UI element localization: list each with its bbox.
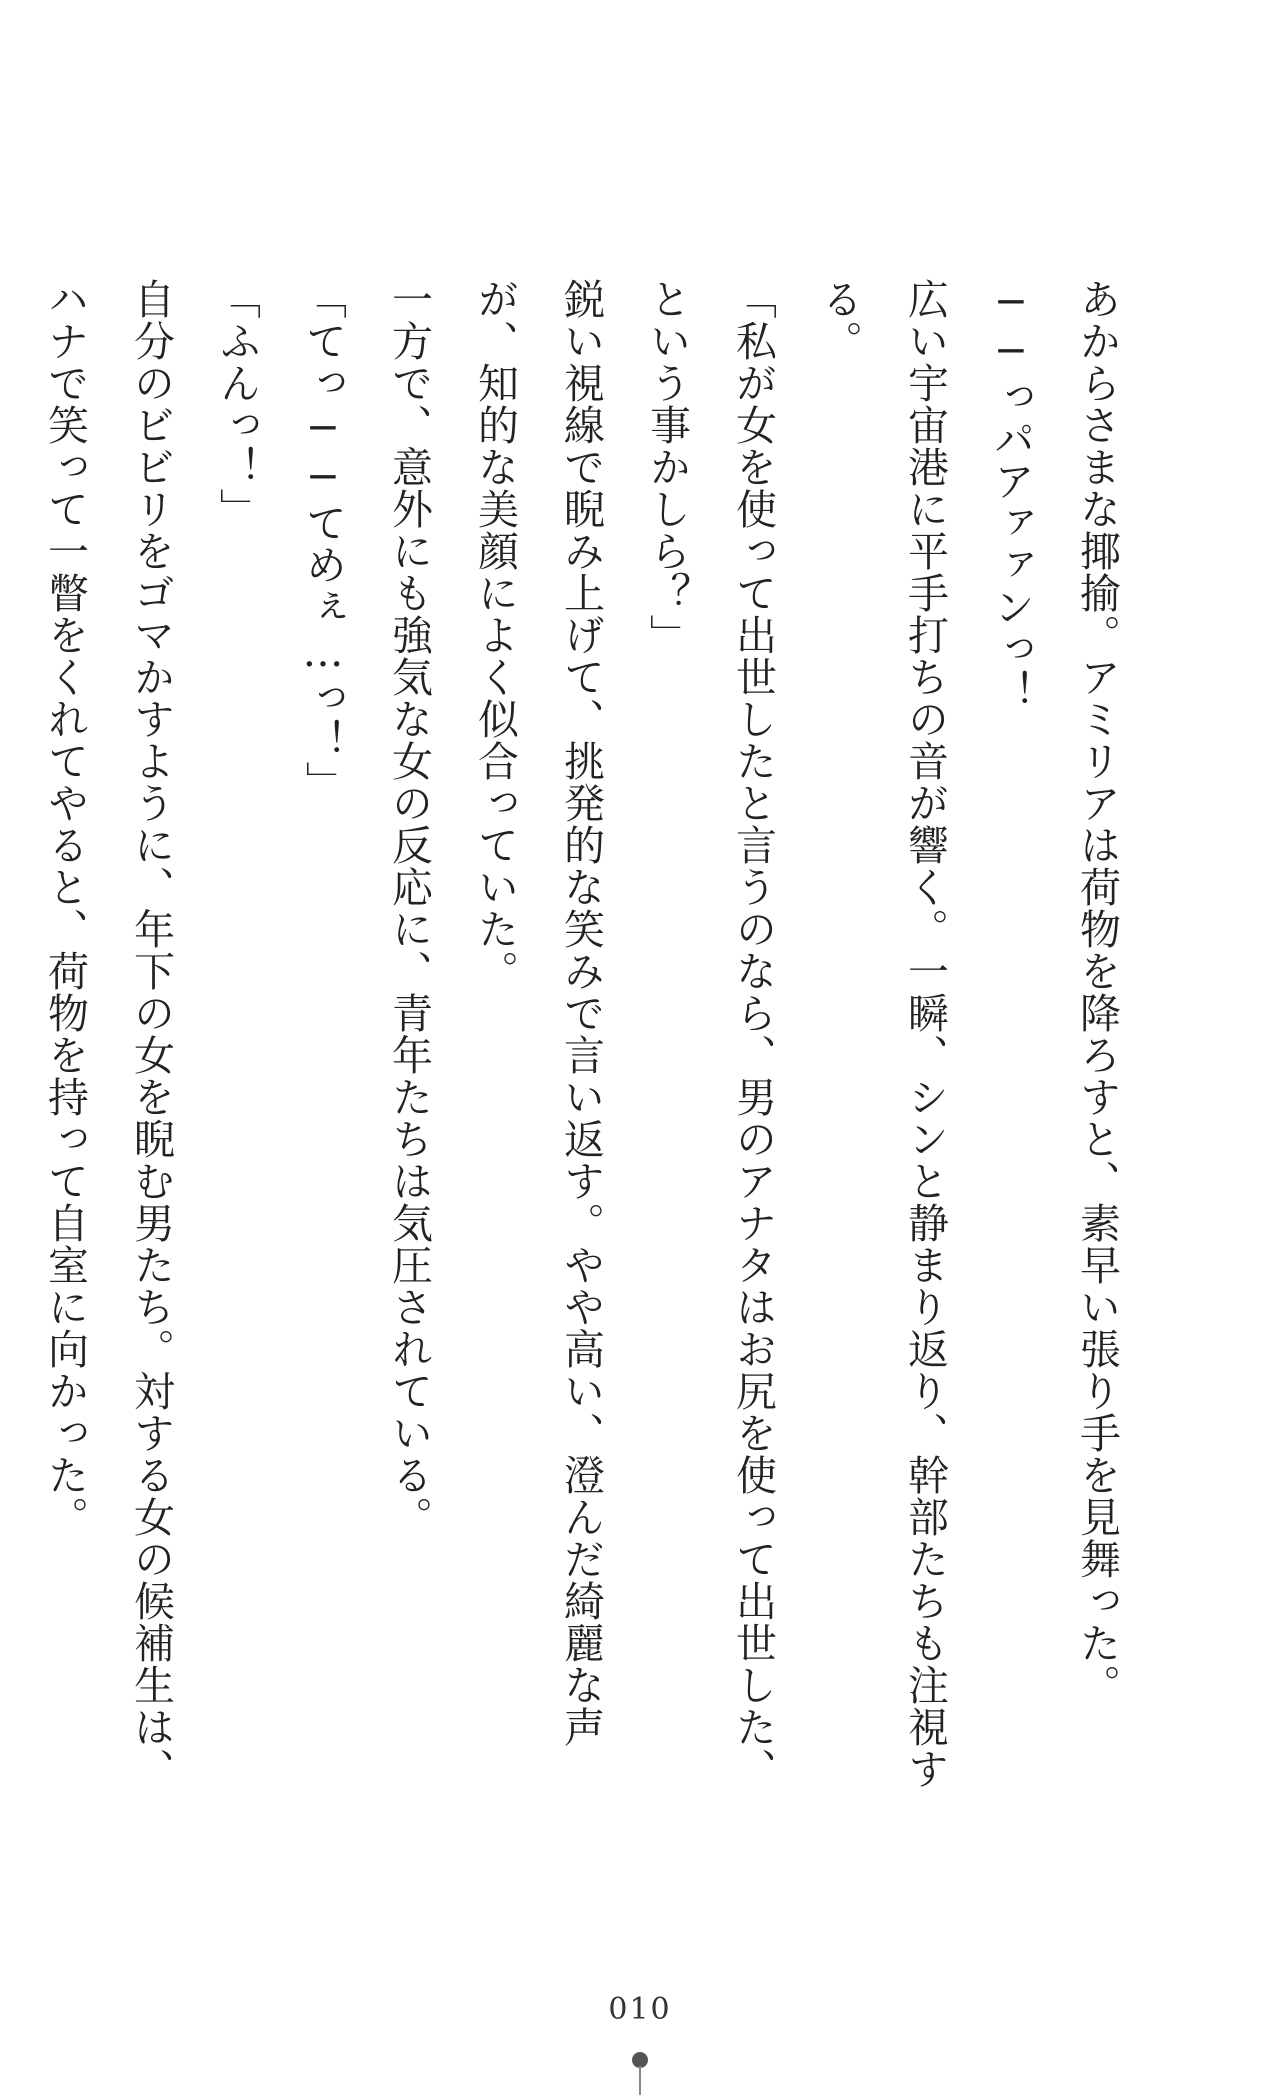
marker-stem xyxy=(639,2066,641,2095)
paragraph: あからさまな揶揄。アミリアは荷物を降ろすと、素早い張り手を見舞った。 xyxy=(1073,278,1121,1706)
paragraph: 広い宇宙港に平手打ちの音が響く。一瞬、シンと静まり返り、幹部たちも注視する。 xyxy=(815,278,949,1790)
scene-break xyxy=(0,278,22,1818)
novel-body-text xyxy=(41,278,1140,1818)
page-number: 010 xyxy=(608,1992,672,2027)
paragraph: 自分のビビリをゴマかすように、年下の女を睨む男たち。対する女の候補生は、ハナで笑って一瞥をくれてやると、荷物を持って自室に向かった。 xyxy=(41,278,175,1790)
paragraph: 「私が女を使って出世したと言うのなら、男のアナタはお尻を使って出世した、という事かしら？」 xyxy=(643,278,777,1790)
paragraph: ──っパアァァンっ！ xyxy=(987,278,1035,712)
paragraph: 鋭い視線で睨み上げて、挑発的な笑みで言い返す。やや高い、澄んだ綺麗な声が、知的な美顔によく似合っていた。 xyxy=(471,278,605,1748)
page-marker-icon xyxy=(632,2052,648,2095)
paragraph: 「ふんっ！」 xyxy=(213,278,261,530)
paragraph: 「てっ──てめぇ…っ！」 xyxy=(299,278,347,803)
paragraph: 一方で、意外にも強気な女の反応に、青年たちは気圧されている。 xyxy=(385,278,433,1538)
